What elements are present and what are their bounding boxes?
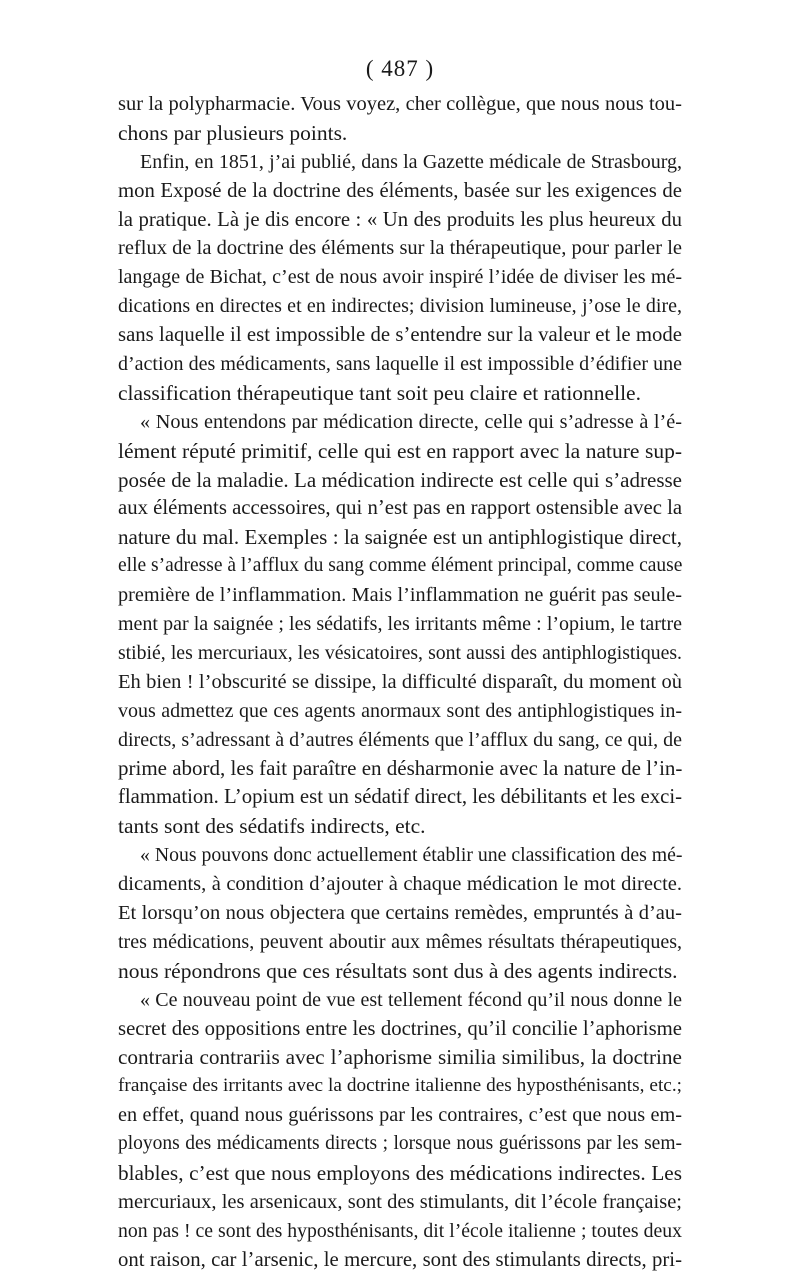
text-line: secret des oppositions entre les doctrines, qu’il concilie l’aphorisme (118, 1017, 682, 1040)
text-line: langage de Bichat, c’est de nous avoir inspiré l’idée de diviser les mé- (118, 266, 682, 289)
text-line: dications en directes et en indirectes; division lumineuse, j’ose le dire, (118, 295, 682, 318)
text-line: ment par la saignée ; les sédatifs, les irritants même : l’opium, le tartre (118, 613, 682, 636)
text-line: non pas ! ce sont des hyposthénisants, dit l’école italienne ; toutes deux (118, 1219, 682, 1242)
text-line: mercuriaux, les arsenicaux, sont des stimulants, dit l’école française; (118, 1190, 682, 1213)
text-line: française des irritants avec la doctrine italienne des hyposthénisants, etc.; (118, 1075, 682, 1097)
text-line: aux éléments accessoires, qui n’est pas en rapport ostensible avec la (118, 497, 683, 520)
body-text (118, 90, 682, 1275)
text-line: posée de la maladie. La médication indirecte est celle qui s’adresse (118, 467, 682, 492)
text-line: classification thérapeutique tant soit peu claire et rationnelle. (118, 380, 641, 405)
text-line: elle s’adresse à l’afflux du sang comme élément principal, comme cause (118, 555, 683, 577)
text-line: nature du mal. Exemples : la saignée est un antiphlogistique direct, (118, 525, 682, 550)
text-line: « Nous pouvons donc actuellement établir une classification des mé- (140, 844, 683, 867)
text-line: mon Exposé de la doctrine des éléments, basée sur les exigences de (118, 179, 682, 202)
text-line: nous répondrons que ces résultats sont dus à des agents indirects. (118, 958, 678, 983)
text-line: reflux de la doctrine des éléments sur la thérapeutique, pour parler le (118, 237, 682, 260)
text-line: sur la polypharmacie. Vous voyez, cher collègue, que nous nous tou- (118, 93, 682, 115)
text-line: vous admettez que ces agents anormaux sont des antiphlogistiques in- (118, 699, 682, 722)
text-line: la pratique. Là je dis encore : « Un des produits les plus heureux du (118, 208, 682, 231)
text-line: prime abord, les fait paraître en désharmonie avec la nature de l’in- (118, 756, 683, 781)
text-line: contraria contrariis avec l’aphorisme similia similibus, la doctrine (118, 1045, 682, 1070)
text-line: Eh bien ! l’obscurité se dissipe, la difficulté disparaît, du moment où (118, 670, 682, 693)
text-line: « Ce nouveau point de vue est tellement fécond qu’il nous donne le (140, 988, 682, 1011)
text-line: dicaments, à condition d’ajouter à chaque médication le mot directe. (118, 873, 682, 896)
text-line: « Nous entendons par médication directe, celle qui s’adresse à l’é- (140, 410, 682, 433)
text-line: Enfin, en 1851, j’ai publié, dans la Gazette médicale de Strasbourg, (140, 150, 682, 173)
page-number: ( 487 ) (365, 56, 435, 81)
text-line: chons par plusieurs points. (118, 120, 348, 145)
text-line: sans laquelle il est impossible de s’entendre sur la valeur et le mode (118, 324, 682, 347)
text-line: Et lorsqu’on nous objectera que certains remèdes, empruntés à d’au- (118, 901, 682, 924)
text-line: directs, s’adressant à d’autres éléments que l’afflux du sang, ce qui, de (118, 728, 682, 751)
text-line: stibié, les mercuriaux, les vésicatoires, sont aussi des antiphlogistiques. (118, 641, 682, 664)
text-line: tants sont des sédatifs indirects, etc. (118, 814, 426, 839)
text-line: en effet, quand nous guérissons par les contraires, c’est que nous em- (118, 1104, 682, 1127)
text-line: flammation. L’opium est un sédatif direct, les débilitants et les exci- (118, 786, 682, 809)
text-line: d’action des médicaments, sans laquelle il est impossible d’édifier une (118, 353, 682, 376)
text-line: lément réputé primitif, celle qui est en rapport avec la nature sup- (118, 438, 682, 463)
text-line: blables, c’est que nous employons des médications indirectes. Les (118, 1160, 682, 1185)
text-line: tres médications, peuvent aboutir aux mêmes résultats thérapeutiques, (118, 930, 682, 953)
text-line: première de l’inflammation. Mais l’inflammation ne guérit pas seule- (118, 584, 682, 607)
text-line: ont raison, car l’arsenic, le mercure, sont des stimulants directs, pri- (118, 1248, 682, 1271)
text-line: ployons des médicaments directs ; lorsque nous guérissons par les sem- (118, 1133, 682, 1155)
